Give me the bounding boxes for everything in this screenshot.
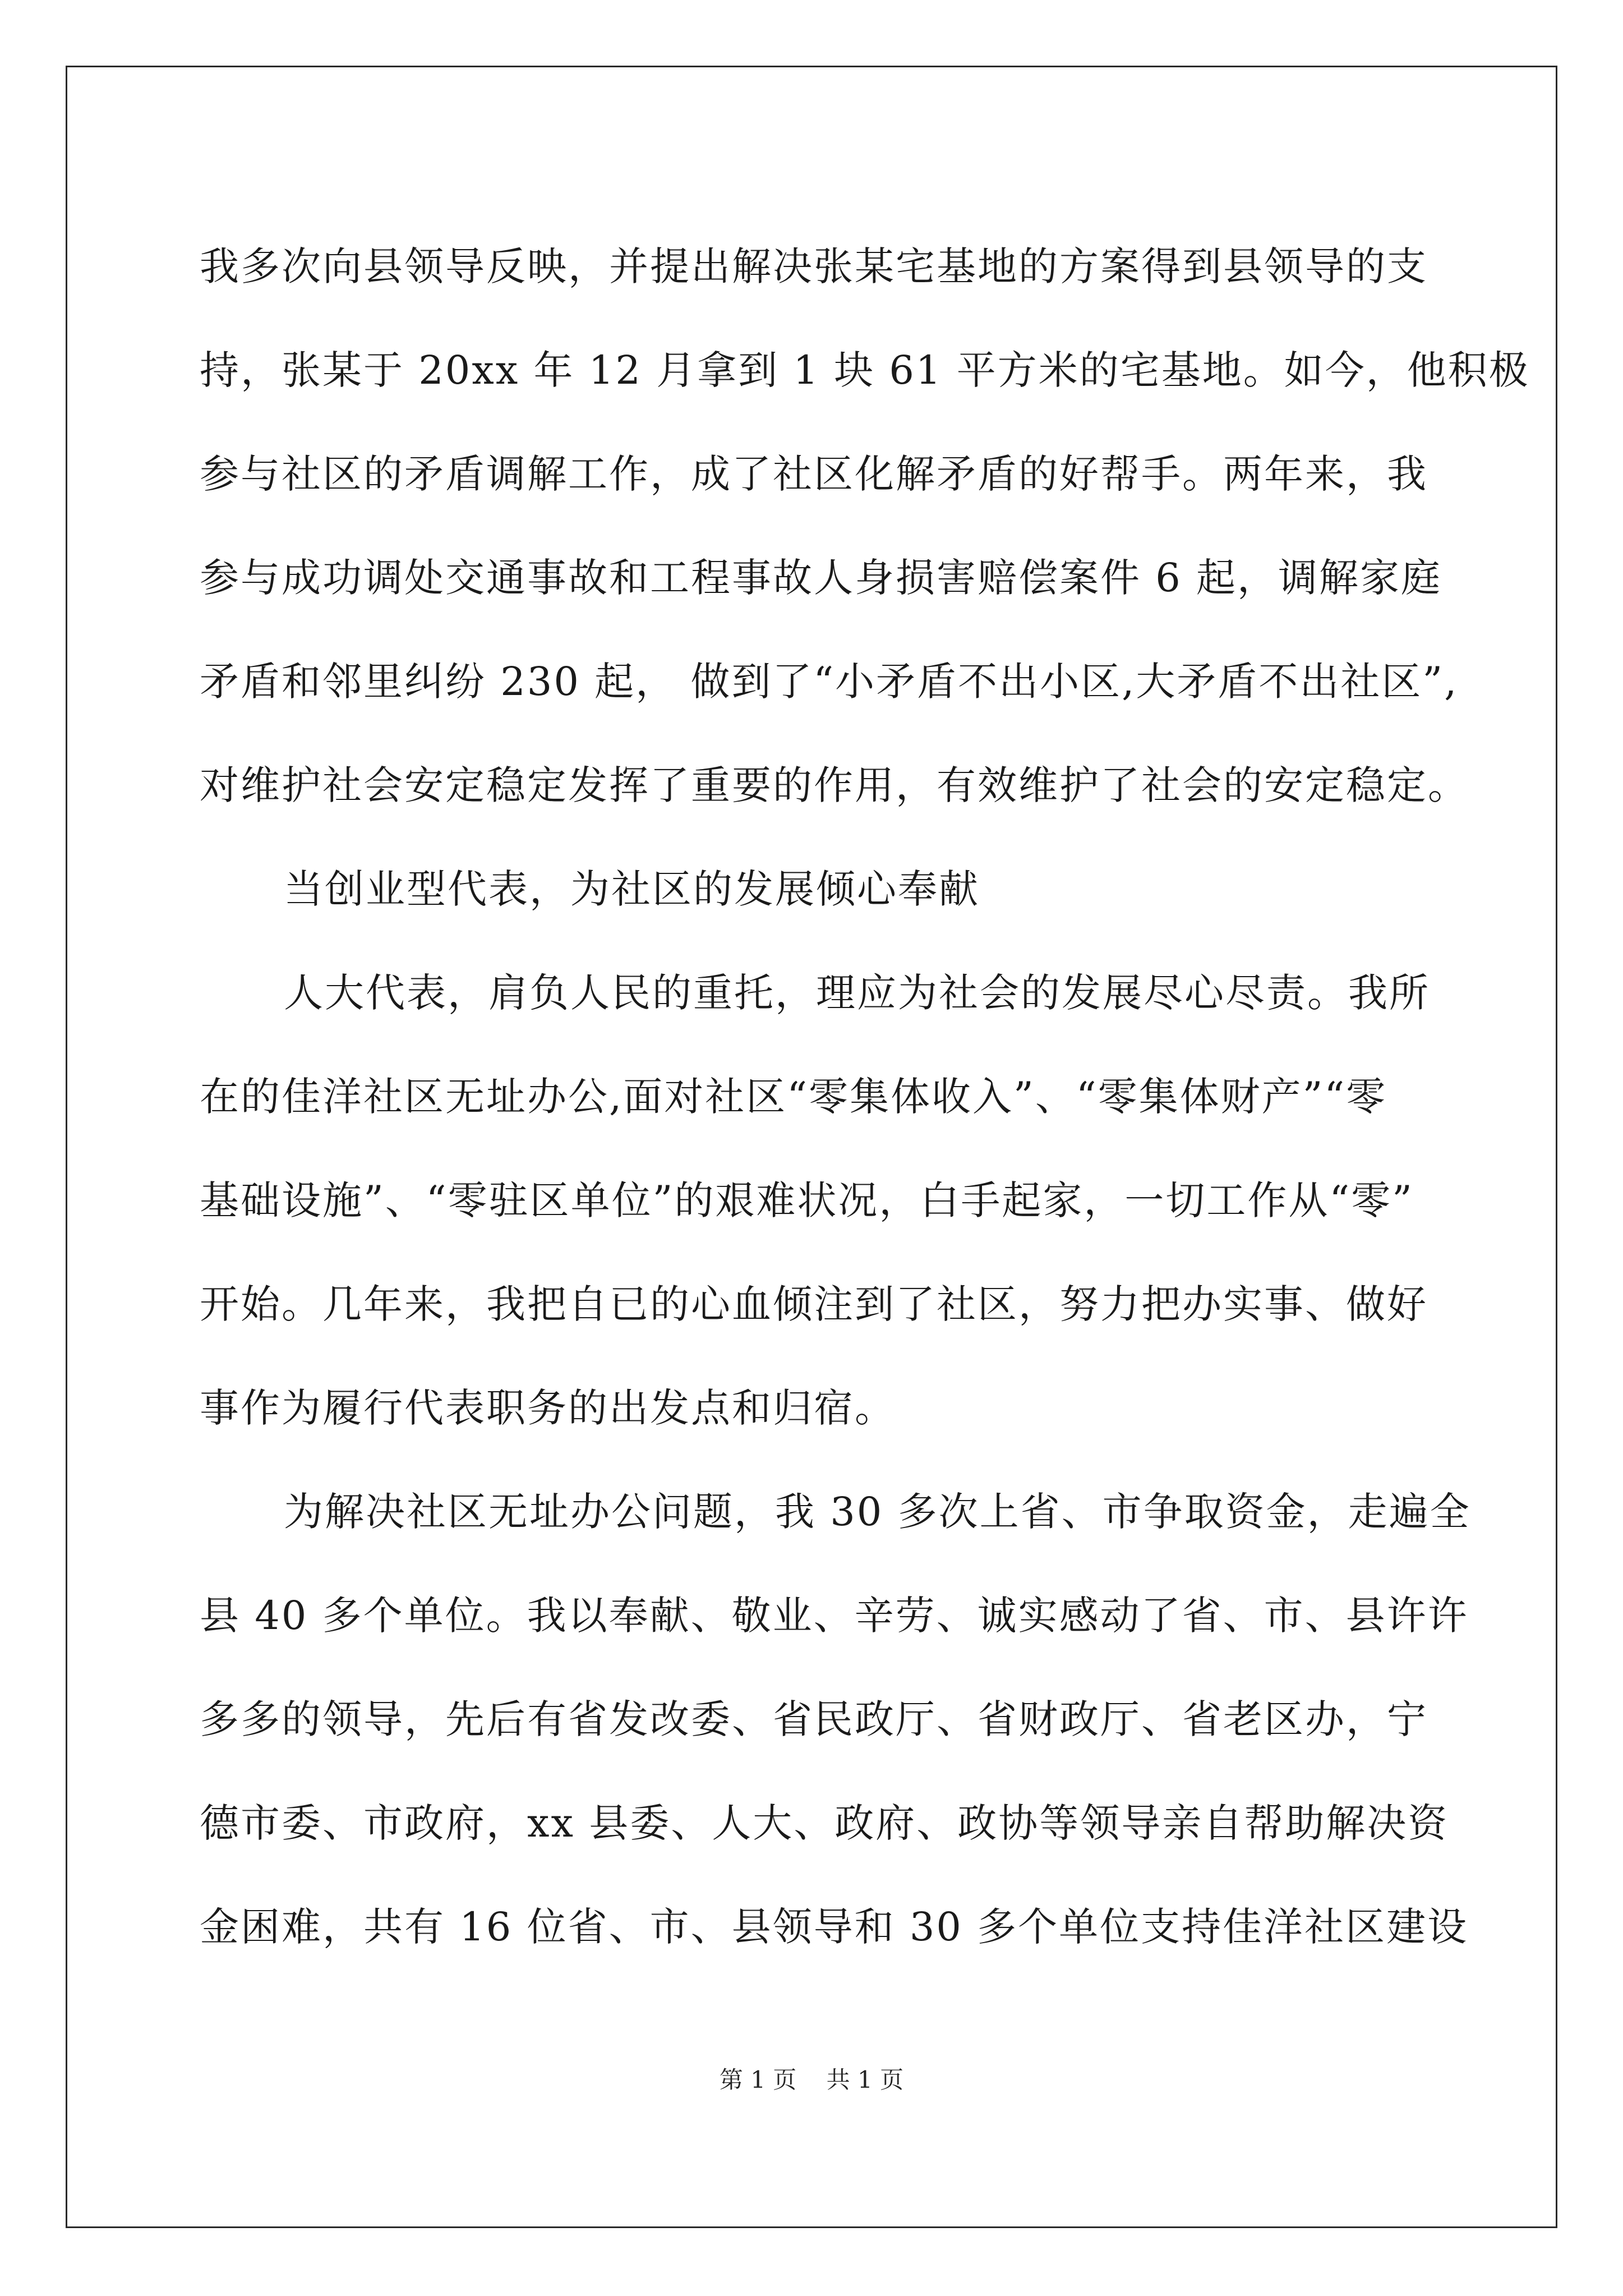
page-total: 共 1 页 xyxy=(826,2066,904,2093)
text-line: 开始。几年来，我把自已的心血倾注到了社区，努力把办实事、做好 xyxy=(200,1281,1428,1327)
text-line: 参与社区的矛盾调解工作，成了社区化解矛盾的好帮手。两年来，我 xyxy=(200,451,1428,497)
section-heading: 当创业型代表，为社区的发展倾心奉献 xyxy=(284,866,980,912)
text-line: 德市委、市政府，xx 县委、人大、政府、政协等领导亲自帮助解决资 xyxy=(200,1800,1449,1846)
text-line: 金困难，共有 16 位省、市、县领导和 30 多个单位支持佳洋社区建设 xyxy=(200,1904,1469,1950)
text-line: 事作为履行代表职务的出发点和归宿。 xyxy=(200,1385,896,1431)
page-footer xyxy=(0,2062,1623,2095)
text-line: 县 40 多个单位。我以奉献、敬业、辛劳、诚实感动了省、市、县许许 xyxy=(200,1593,1469,1639)
text-line: 多多的领导，先后有省发改委、省民政厅、省财政厅、省老区办，宁 xyxy=(200,1696,1428,1742)
text-line: 对维护社会安定稳定发挥了重要的作用，有效维护了社会的安定稳定。 xyxy=(200,762,1469,808)
text-line: 人大代表，肩负人民的重托，理应为社会的发展尽心尽责。我所 xyxy=(284,970,1430,1016)
text-line: 矛盾和邻里纠纷 230 起， 做到了“小矛盾不出小区,大矛盾不出社区”, xyxy=(200,659,1459,705)
text-line: 我多次向县领导反映，并提出解决张某宅基地的方案得到县领导的支 xyxy=(200,243,1428,289)
text-line: 参与成功调处交通事故和工程事故人身损害赔偿案件 6 起，调解家庭 xyxy=(200,555,1442,601)
page-number: 第 1 页 xyxy=(719,2066,797,2093)
document-body xyxy=(200,215,1530,1979)
text-line: 持，张某于 20xx 年 12 月拿到 1 块 61 平方米的宅基地。如今，他积极 xyxy=(200,347,1530,393)
text-line: 为解决社区无址办公问题，我 30 多次上省、市争取资金，走遍全 xyxy=(284,1489,1471,1535)
text-line: 基础设施”、“零驻区单位”的艰难状况，白手起家，一切工作从“零” xyxy=(200,1177,1414,1223)
text-line: 在的佳洋社区无址办公,面对社区“零集体收入”、“零集体财产”“零 xyxy=(200,1074,1387,1120)
